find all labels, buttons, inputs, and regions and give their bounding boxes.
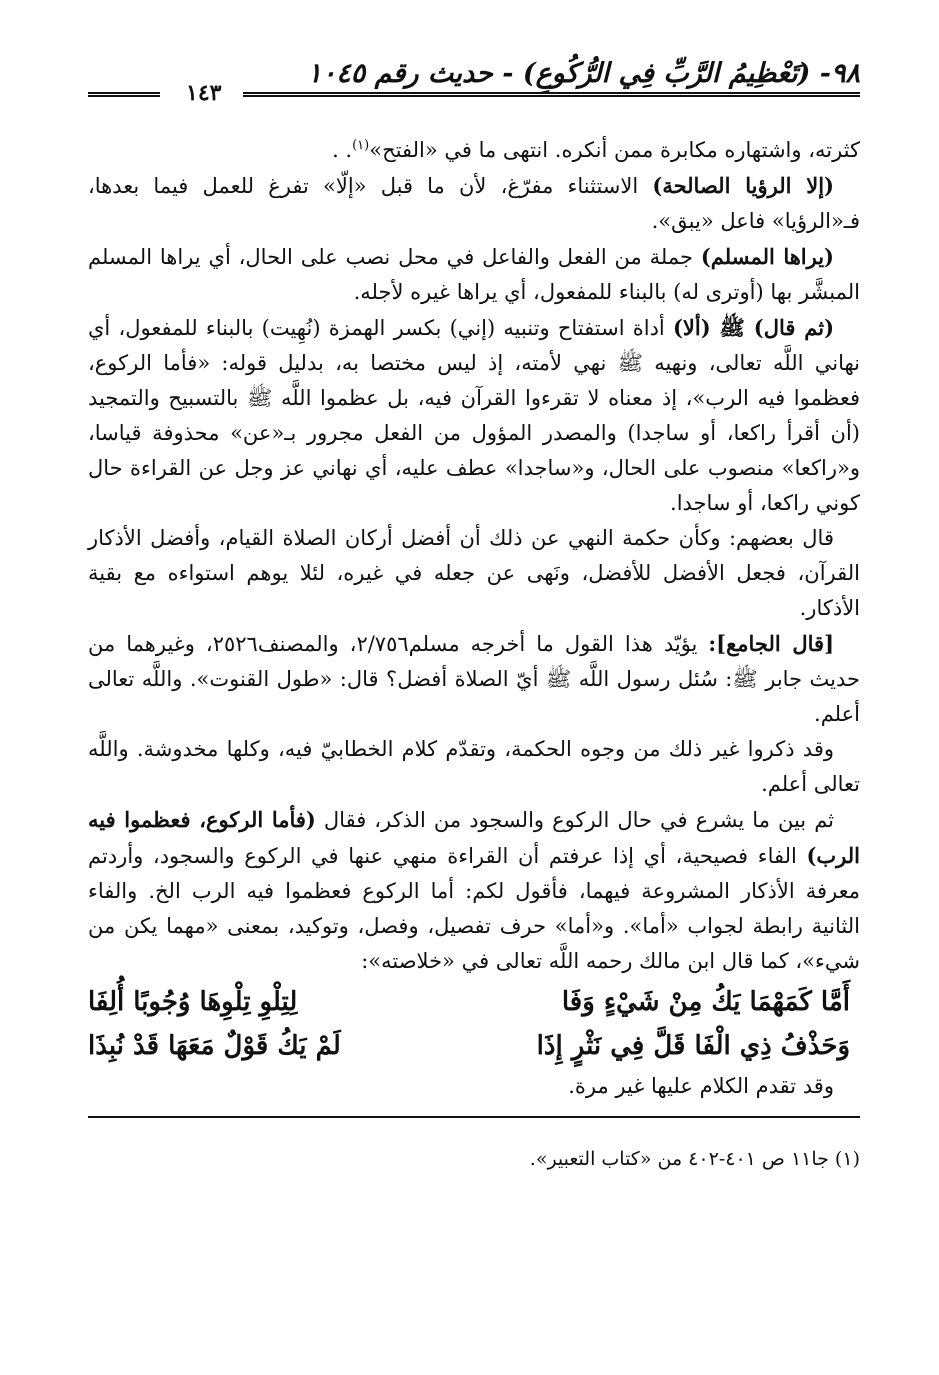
page-header	[88, 52, 860, 106]
paragraph-text: قال بعضهم: وكأن حكمة النهي عن ذلك أن أفضل أركان الصلاة القيام، وأفضل الأذكار القرآن، فجعل الأفضل للأفضل، ونَهى عن جعله في غيره، لئلا يوهم استواءه مع بقية الأذكار.	[88, 526, 860, 620]
paragraph-tail: . .	[332, 138, 353, 162]
book-page	[88, 52, 860, 1174]
bold-lemma: (ثم قال) ﷺ (ألا)	[673, 315, 835, 340]
paragraph-text: الاستثناء مفرّغ، لأن ما قبل «إلّا» تفرغ للعمل فيما بعدها، فـ«الرؤيا» فاعل «يبق».	[88, 174, 860, 233]
verse-second-hemistich: لَمْ يَكُ قَوْلٌ مَعَهَا قَدْ نُبِذَا	[88, 1031, 341, 1061]
footnote: (١) جا١١ ص ٤٠١-٤٠٢ من «كتاب التعبير».	[529, 1148, 860, 1170]
paragraph	[88, 239, 860, 310]
header-rule-short	[88, 92, 160, 97]
bold-lemma: (فأما الركوع، فعظموا فيه الرب)	[88, 807, 860, 868]
main-text	[88, 128, 860, 1174]
footnote-marker: (١)	[352, 138, 370, 153]
paragraph-text: جملة من الفعل والفاعل في محل نصب على الحال، أي يراها المسلم المبشَّر بها (أوترى له) بالبناء للمفعول، أي يراها غيره لأجله.	[88, 245, 860, 304]
bold-lemma: (يراها المسلم)	[700, 244, 834, 269]
verse-second-hemistich: لِتِلْوِ تِلْوِهَا وُجُوبًا أُلِفَا	[88, 987, 298, 1017]
running-title: ٩٨- (تَعْظِيمُ الرَّبِّ فِي الرُّكُوعِ) - حديث رقم ١٠٤٥	[307, 58, 860, 89]
paragraph	[88, 732, 860, 802]
verse-first-hemistich: وَحَذْفُ ذِي الْفَا قَلَّ فِي نَثْرٍ إِذَا	[536, 1031, 850, 1061]
paragraph	[88, 128, 860, 168]
poem-verse	[88, 981, 860, 1023]
paragraph	[88, 802, 860, 979]
bold-lemma: (إلا الرؤيا الصالحة)	[652, 173, 834, 198]
paragraph	[88, 626, 860, 732]
paragraph-text: يؤيّد هذا القول ما أخرجه مسلم٢/٧٥٦، والمصنف٢٥٢٦، وغيرهما من حديث جابر ﷺ: سُئل رسول اللَّه ﷺ أيّ الصلاة أفضل؟ قال: «طول القنوت». واللَّه تعالى أعلم.	[88, 632, 860, 726]
closing-line: وقد تقدم الكلام عليها غير مرة.	[568, 1074, 834, 1098]
paragraph-text: الفاء فصيحية، أي إذا عرفتم أن القراءة منهي عنها في الركوع والسجود، وأردتم معرفة الأذكار المشروعة فيهما، فأقول لكم: أما الركوع فعظموا فيه الرب الخ. والفاء الثانية رابطة لجواب «أما». و«أما» حرف تفصيل، وفصل، وتوكيد، بمعنى «مهما يكن من شيء»، كما قال ابن مالك رحمه اللَّه تعالى في «خلاصته»:	[88, 844, 860, 973]
bold-lemma: [قال الجامع]:	[708, 631, 835, 656]
paragraph	[88, 310, 860, 521]
paragraph-text: كثرته، واشتهاره مكابرة ممن أنكره. انتهى ما في «الفتح»	[369, 138, 860, 162]
paragraph-text: وقد ذكروا غير ذلك من وجوه الحكمة، وتقدّم كلام الخطابيّ فيه، وكلها مخدوشة. واللَّه تعالى أعلم.	[88, 737, 860, 796]
page-number: ١٤٣	[178, 82, 229, 104]
paragraph	[88, 168, 860, 239]
poem-verse	[88, 1025, 860, 1067]
paragraph-text: ثم بين ما يشرع في حال الركوع والسجود من الذكر، فقال	[315, 808, 835, 832]
header-rule	[243, 92, 860, 97]
footnote-separator	[88, 1116, 860, 1118]
paragraph	[88, 521, 860, 626]
verse-first-hemistich: أَمَّا كَمَهْمَا يَكُ مِنْ شَيْءٍ وَفَا	[561, 987, 850, 1017]
paragraph-text: أداة استفتاح وتنبيه (إني) بكسر الهمزة (نُهِيت) بالبناء للمفعول، أي نهاني اللَّه تعالى، ونهيه ﷺ نهي لأمته، إذ ليس مختصا به، بدليل قوله: «فأما الركوع، فعظموا فيه الرب»، إذ معناه لا تقرءوا القرآن فيه، بل عظموا اللَّه ﷺ بالتسبيح والتمجيد (أن أقرأ راكعا، أو ساجدا) والمصدر المؤول من الفعل مجرور بـ«عن» محذوفة قياسا، و«راكعا» منصوب على الحال، و«ساجدا» عطف عليه، أي نهاني عز وجل عن القراءة حال كوني راكعا، أو ساجدا.	[88, 316, 860, 515]
